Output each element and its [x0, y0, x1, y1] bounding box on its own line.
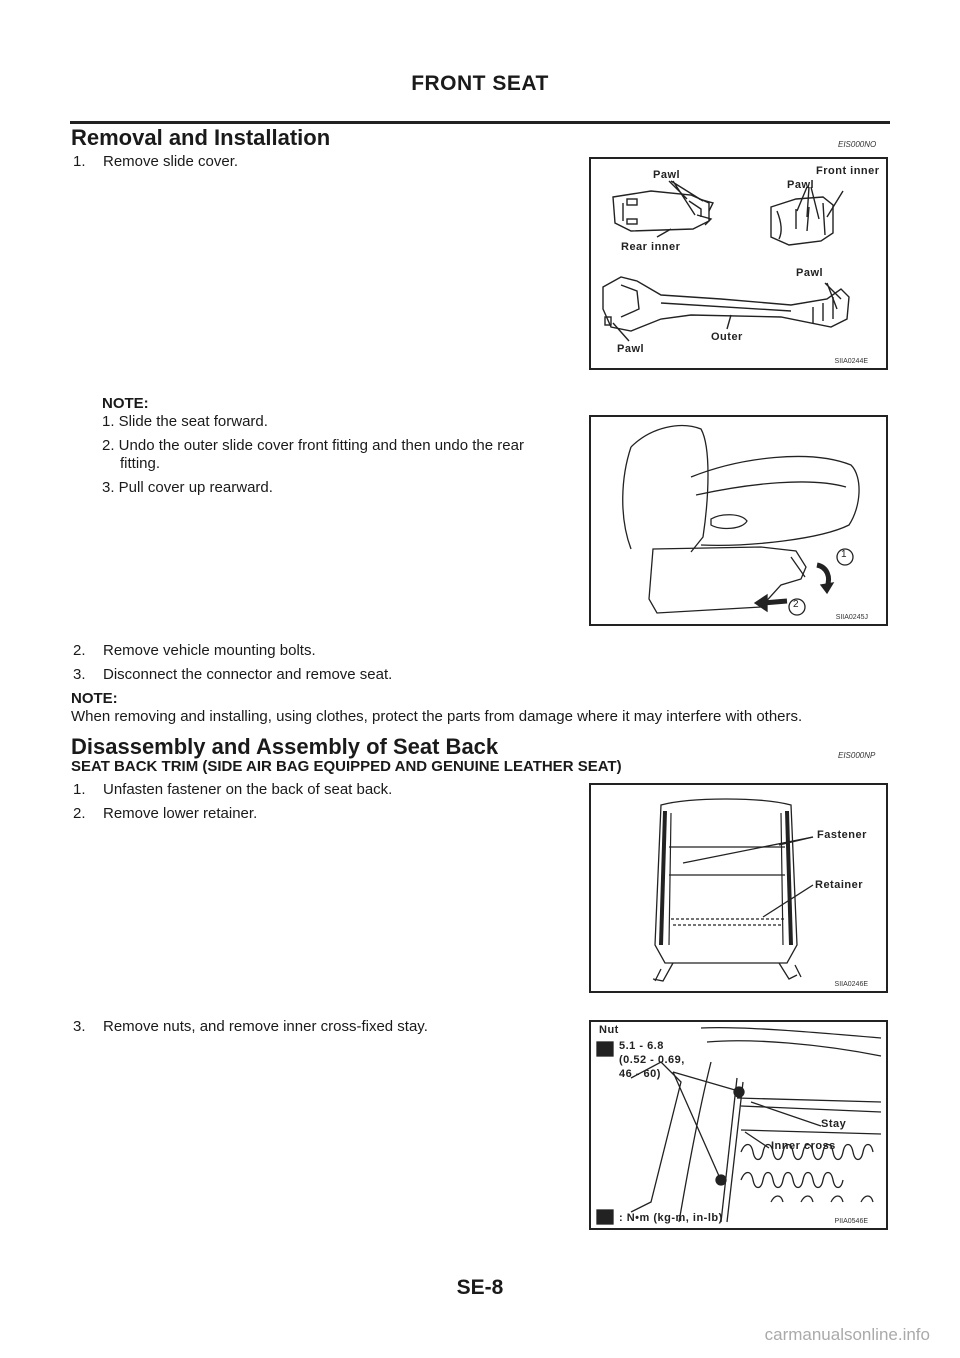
note-label: NOTE: [102, 395, 149, 412]
removal-step-3 [73, 666, 392, 684]
figure-inner-cross-stay [589, 1020, 888, 1230]
step-text: Remove nuts, and remove inner cross-fixed stay. [103, 1018, 428, 1035]
section-subtitle: SEAT BACK TRIM (SIDE AIR BAG EQUIPPED AND GENUINE LEATHER SEAT) [71, 758, 622, 775]
note-item-1: 1. Slide the seat forward. [102, 413, 268, 430]
label-pawl: Pawl [653, 169, 681, 181]
label-torque-line-1: 5.1 - 6.8 [619, 1040, 664, 1052]
figure-seat-slide-cover [589, 415, 888, 626]
callout-2: 2 [793, 599, 800, 610]
figure-code: PIIA0546E [834, 1218, 868, 1225]
note-item-2-continued: fitting. [120, 455, 161, 472]
step-number: 3. [73, 1018, 86, 1035]
watermark: carmanualsonline.info [764, 1325, 930, 1344]
label-torque-line-3: 46 - 60) [619, 1068, 661, 1080]
removal-step-2 [73, 642, 316, 660]
section-code-disassembly: EIS000NP [838, 751, 876, 760]
note-item-2: 2. Undo the outer slide cover front fitting and then undo the rear [102, 437, 524, 454]
note-label: NOTE: [71, 690, 118, 707]
seat-drawing [591, 417, 886, 624]
callout-1: 1 [841, 549, 848, 560]
step-number: 1. [73, 781, 86, 798]
figure-code: SIIA0245J [835, 614, 868, 621]
figure-slide-cover [589, 157, 888, 370]
page-number: SE-8 [456, 1276, 504, 1299]
note-item-3: 3. Pull cover up rearward. [102, 479, 273, 496]
section-title-removal: Removal and Installation [71, 125, 331, 150]
step-text: Disconnect the connector and remove seat. [103, 666, 393, 683]
step-text: Remove slide cover. [103, 153, 239, 170]
label-stay: Stay [821, 1118, 847, 1130]
label-front-inner: Front inner [816, 165, 880, 177]
figure-code: SIIA0246E [834, 981, 868, 988]
section-code-removal: EIS000NO [838, 140, 877, 149]
step-number: 2. [73, 805, 86, 822]
label-fastener: Fastener [817, 829, 867, 841]
label-torque-line-2: (0.52 - 0.69, [619, 1054, 685, 1066]
section-title-disassembly: Disassembly and Assembly of Seat Back [71, 734, 499, 759]
disassembly-step-1 [73, 781, 392, 799]
step-text: Unfasten fastener on the back of seat back. [103, 781, 393, 798]
step-text: Remove lower retainer. [103, 805, 258, 822]
label-retainer: Retainer [815, 879, 864, 891]
step-number: 3. [73, 666, 86, 683]
label-pawl: Pawl [796, 267, 824, 279]
header-rule [70, 121, 890, 124]
label-outer: Outer [711, 331, 743, 343]
step-number: 2. [73, 642, 86, 659]
figure-seat-back-trim [589, 783, 888, 993]
label-pawl: Pawl [617, 343, 645, 355]
disassembly-step-3 [73, 1018, 428, 1036]
label-torque-units: : N•m (kg-m, in-lb) [619, 1212, 723, 1224]
figure-code: SIIA0244E [834, 358, 868, 365]
label-inner-cross: Inner cross [771, 1140, 836, 1152]
disassembly-step-2 [73, 805, 257, 823]
page-title: FRONT SEAT [411, 72, 549, 95]
note-text: When removing and installing, using clothes, protect the parts from damage where it may interfere with others. [71, 708, 803, 725]
label-rear-inner: Rear inner [621, 241, 681, 253]
step-number: 1. [73, 153, 86, 170]
label-nut: Nut [599, 1024, 619, 1036]
removal-step-1 [73, 153, 238, 171]
label-pawl: Pawl [787, 179, 815, 191]
step-text: Remove vehicle mounting bolts. [103, 642, 316, 659]
